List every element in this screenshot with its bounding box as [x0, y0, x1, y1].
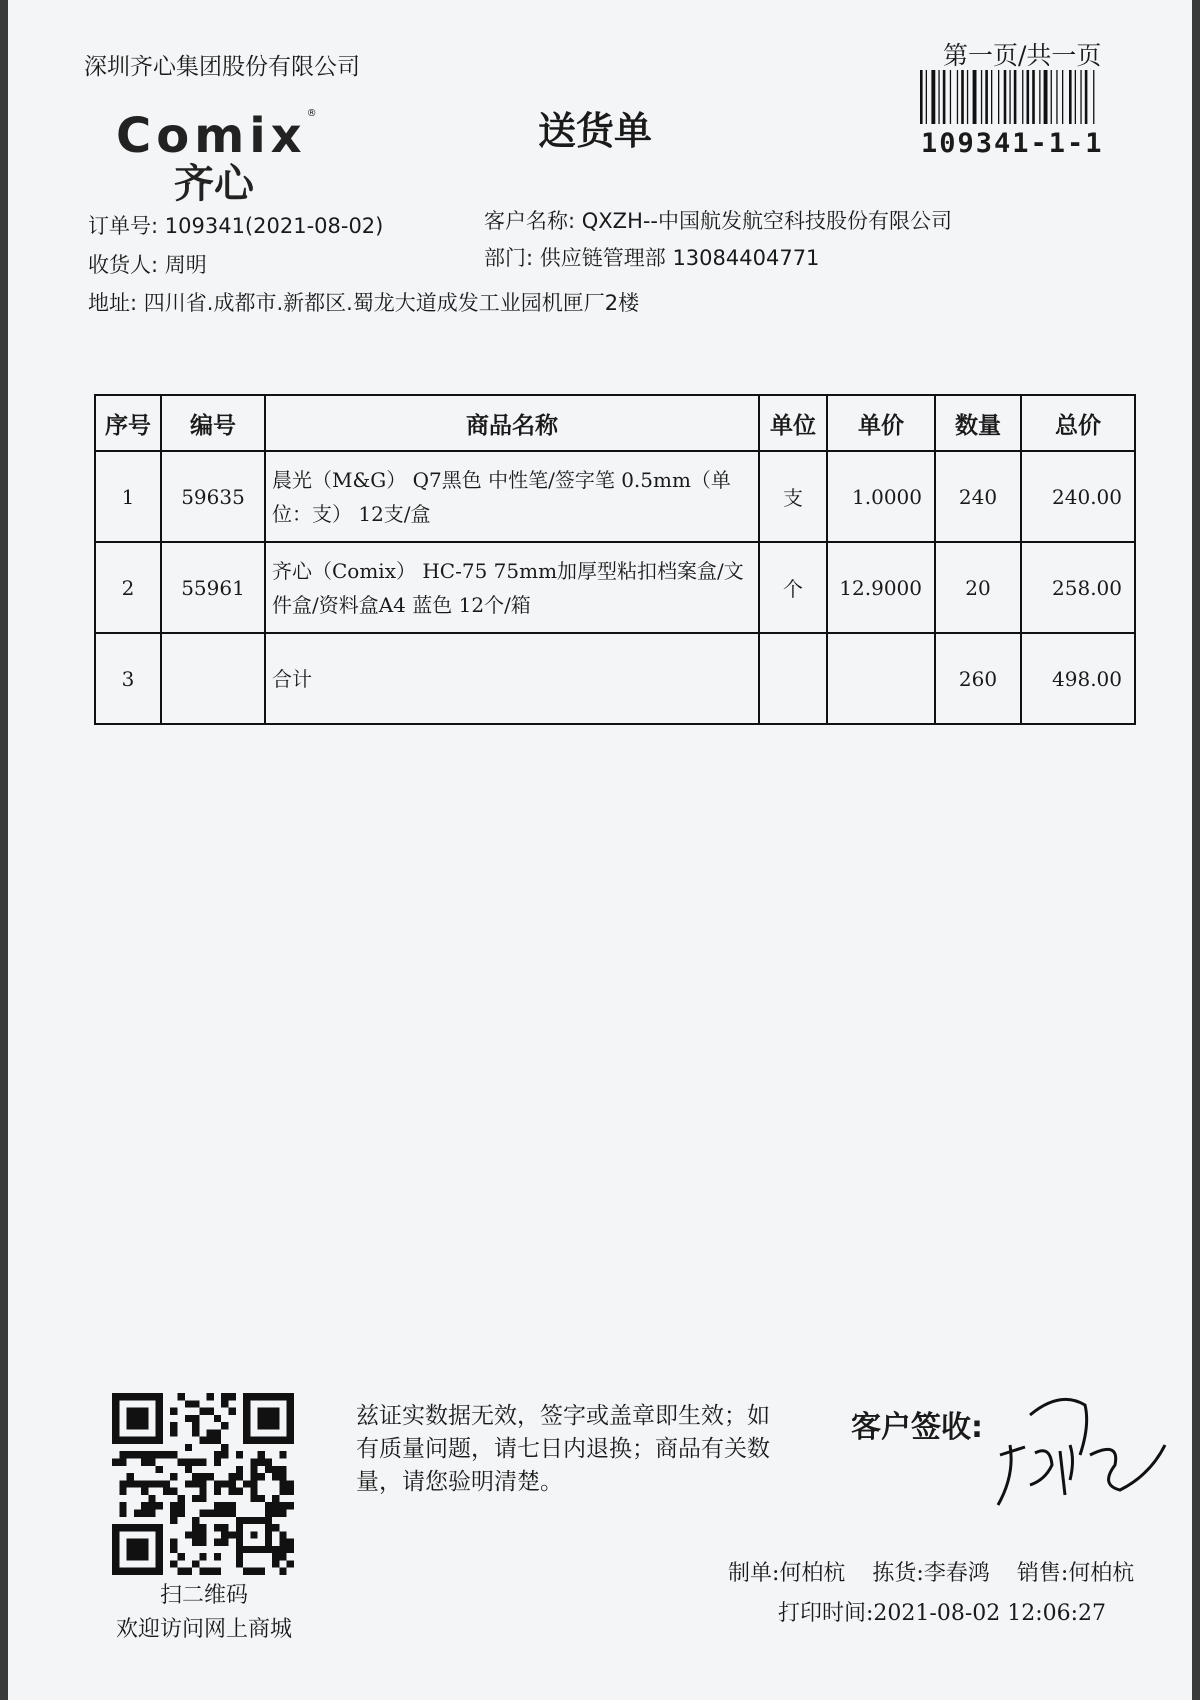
logo-wordmark: Comix: [116, 108, 307, 164]
handwritten-signature: [990, 1385, 1175, 1515]
cell-unit-price: 12.9000: [827, 542, 935, 633]
table-total-row: [95, 633, 1135, 724]
header-unit-price: 单价: [827, 395, 935, 451]
print-time: 打印时间:2021-08-02 12:06:27: [778, 1601, 1107, 1626]
cell-unit: 个: [759, 542, 827, 633]
cell-product-name: 齐心（Comix） HC-75 75mm加厚型粘扣档案盒/文件盒/资料盒A4 蓝色 12个/箱: [265, 542, 759, 633]
cell-seq: 2: [95, 542, 161, 633]
table-header-row: [95, 395, 1135, 451]
cell-quantity: 20: [935, 542, 1021, 633]
header-code: 编号: [161, 395, 265, 451]
receiver: 收货人: 周明: [88, 253, 207, 277]
cell-quantity: 240: [935, 451, 1021, 542]
delivery-note-paper: [8, 0, 1192, 1700]
cell-product-name: 晨光（M&G） Q7黑色 中性笔/签字笔 0.5mm（单位：支） 12支/盒: [265, 451, 759, 542]
qr-caption-scan: 扫二维码: [159, 1583, 248, 1608]
header-product-name: 商品名称: [265, 395, 759, 451]
customer-sign-label: 客户签收:: [851, 1410, 983, 1445]
document-title: 送货单: [538, 108, 653, 153]
table-row: [95, 451, 1135, 542]
comix-logo: Comix® 齐心: [116, 108, 317, 207]
picker: 拣货:李春鸿: [872, 1561, 990, 1586]
address: 地址: 四川省.成都市.新都区.蜀龙大道成发工业园机匣厂2楼: [88, 291, 640, 315]
notice-text: 兹证实数据无效，签字或盖章即生效；如有质量问题，请七日内退换；商品有关数量，请您验明清楚。: [356, 1403, 770, 1495]
cell-unit-price: [827, 633, 935, 724]
cell-unit: [759, 633, 827, 724]
cell-total-label: 合计: [265, 633, 759, 724]
sales: 销售:何柏杭: [1016, 1561, 1135, 1586]
cell-unit: 支: [759, 451, 827, 542]
header-total: 总价: [1021, 395, 1135, 451]
customer-name: 客户名称: QXZH--中国航发航空科技股份有限公司: [484, 209, 953, 233]
header-seq: 序号: [95, 395, 161, 451]
cell-code: [161, 633, 265, 724]
header-quantity: 数量: [935, 395, 1021, 451]
cell-total: 258.00: [1021, 542, 1135, 633]
cell-unit-price: 1.0000: [827, 451, 935, 542]
order-number: 订单号: 109341(2021-08-02): [88, 214, 384, 238]
items-table: [94, 394, 1136, 725]
qr-caption-mall: 欢迎访问网上商城: [115, 1617, 292, 1642]
maker: 制单:何柏杭: [728, 1561, 846, 1586]
logo-chinese: 齐心: [174, 161, 254, 207]
cell-total: 240.00: [1021, 451, 1135, 542]
cell-code: 55961: [161, 542, 265, 633]
barcode-graphic: [920, 70, 1142, 124]
page-info: 第一页/共一页: [943, 41, 1102, 70]
qr-code-icon: [112, 1393, 294, 1575]
barcode-number: 109341-1-1: [921, 128, 1104, 159]
company-name: 深圳齐心集团股份有限公司: [84, 54, 360, 80]
cell-code: 59635: [161, 451, 265, 542]
department: 部门: 供应链管理部 13084404771: [484, 246, 820, 270]
table-row: [95, 542, 1135, 633]
staff-info: [728, 1556, 1154, 1587]
cell-total-quantity: 260: [935, 633, 1021, 724]
cell-grand-total: 498.00: [1021, 633, 1135, 724]
cell-seq: 3: [95, 633, 161, 724]
header-unit: 单位: [759, 395, 827, 451]
cell-seq: 1: [95, 451, 161, 542]
